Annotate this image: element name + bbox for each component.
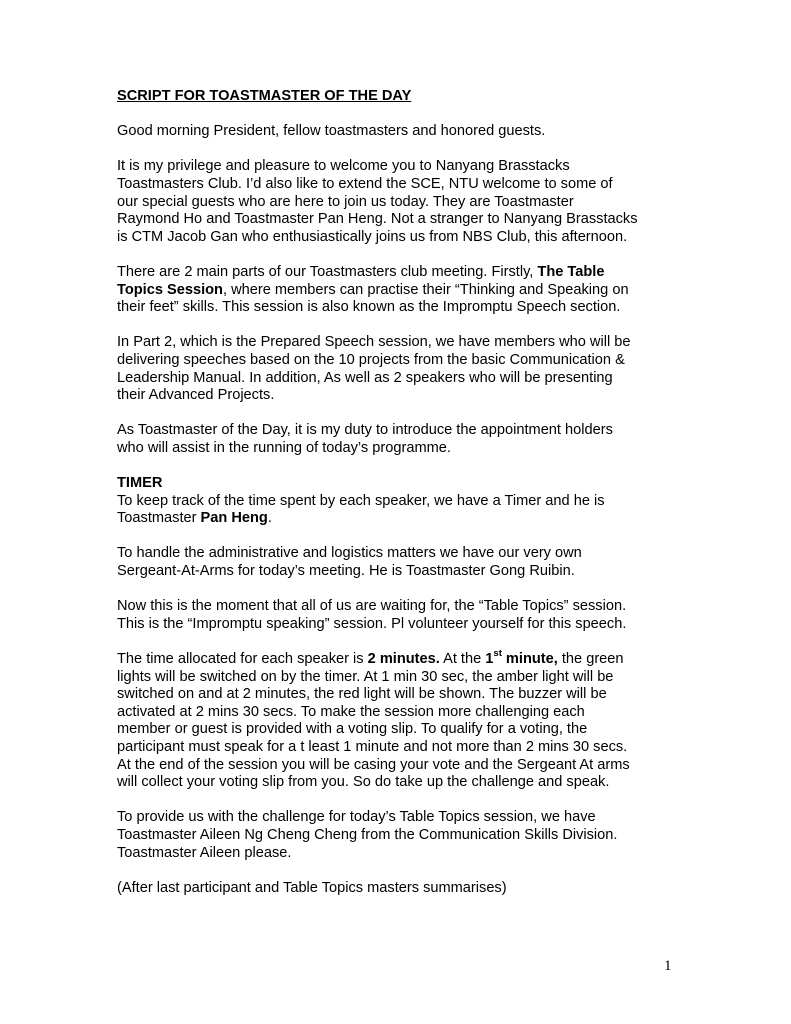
part2-line: their Advanced Projects.: [117, 387, 275, 404]
ordinal-suffix: st: [493, 648, 502, 660]
page-number: 1: [664, 958, 672, 974]
challenge-line: Toastmaster Aileen please.: [117, 844, 292, 861]
part2-paragraph: [117, 334, 687, 404]
parts-paragraph: [117, 264, 687, 317]
first-minute-bold: [485, 648, 558, 667]
welcome-line: is CTM Jacob Gan who enthusiastically joins us from NBS Club, this afternoon.: [117, 228, 628, 245]
welcome-paragraph: [117, 158, 687, 246]
minute-word: minute,: [501, 651, 558, 667]
time-line: switched on and at 2 minutes, the red light will be shown. The buzzer will be: [117, 686, 607, 703]
moment-line: Now this is the moment that all of us are waiting for, the “Table Topics” session.: [117, 598, 627, 615]
duty-line: who will assist in the running of today’s programme.: [117, 439, 451, 456]
parts-line: their feet” skills. This session is also known as the Impromptu Speech section.: [117, 299, 621, 316]
welcome-line: Toastmasters Club. I’d also like to extend the SCE, NTU welcome to some of: [117, 175, 613, 192]
time-paragraph: [117, 648, 687, 792]
timer-line: To keep track of the time spent by each speaker, we have a Timer and he is: [117, 492, 605, 509]
timer-section: [117, 475, 687, 528]
timer-heading: TIMER: [117, 475, 163, 492]
challenge-line: Toastmaster Aileen Ng Cheng Cheng from the Communication Skills Division.: [117, 826, 618, 843]
closing-paragraph: (After last participant and Table Topics masters summarises): [117, 879, 507, 896]
challenge-paragraph: [117, 809, 687, 862]
moment-line: This is the “Impromptu speaking” session. Pl volunteer yourself for this speech.: [117, 615, 627, 632]
parts-line: [117, 282, 687, 300]
part2-line: delivering speeches based on the 10 projects from the basic Communication &: [117, 351, 625, 368]
time-text: the green: [557, 651, 624, 667]
timer-period: .: [267, 510, 272, 527]
time-line: member or guest is provided with a voting slip. To qualify for a voting, the: [117, 721, 588, 738]
duty-line: As Toastmaster of the Day, it is my duty to introduce the appointment holders: [117, 422, 613, 439]
table-topics-bold: The Table: [537, 263, 605, 280]
time-line: lights will be switched on by the timer. At 1 min 30 sec, the amber light will be: [117, 668, 614, 685]
parts-line: [117, 264, 687, 282]
time-line: will collect your voting slip from you. So do take up the challenge and speak.: [117, 774, 610, 791]
time-text: The time allocated for each speaker is: [117, 651, 368, 667]
welcome-line: It is my privilege and pleasure to welcome you to Nanyang Brasstacks: [117, 158, 570, 175]
sergeant-line: To handle the administrative and logistics matters we have our very own: [117, 545, 582, 562]
document-title: SCRIPT FOR TOASTMASTER OF THE DAY: [117, 88, 412, 104]
timer-text: Toastmaster: [117, 510, 201, 527]
sergeant-line: Sergeant-At-Arms for today’s meeting. He is Toastmaster Gong Ruibin.: [117, 563, 575, 580]
time-text: At the: [439, 651, 486, 667]
timer-name-bold: Pan Heng: [200, 510, 268, 527]
welcome-line: our special guests who are here to join us today. They are Toastmaster: [117, 193, 574, 210]
time-line: [117, 648, 687, 669]
welcome-line: Raymond Ho and Toastmaster Pan Heng. Not a stranger to Nanyang Brasstacks: [117, 211, 638, 228]
duty-paragraph: [117, 422, 687, 457]
part2-line: Leadership Manual. In addition, As well as 2 speakers who will be presenting: [117, 369, 613, 386]
parts-text: There are 2 main parts of our Toastmasters club meeting. Firstly,: [117, 263, 538, 280]
part2-line: In Part 2, which is the Prepared Speech session, we have members who will be: [117, 334, 631, 351]
document-page: [117, 88, 687, 915]
parts-text: , where members can practise their “Thinking and Speaking on: [222, 281, 629, 298]
timer-line: [117, 510, 687, 528]
time-line: At the end of the session you will be casing your vote and the Sergeant At arms: [117, 756, 630, 773]
time-line: activated at 2 mins 30 secs. To make the session more challenging each: [117, 703, 585, 720]
greeting-paragraph: Good morning President, fellow toastmasters and honored guests.: [117, 123, 546, 140]
sergeant-paragraph: [117, 545, 687, 580]
challenge-line: To provide us with the challenge for today’s Table Topics session, we have: [117, 809, 596, 826]
time-line: participant must speak for a t least 1 minute and not more than 2 mins 30 secs.: [117, 738, 628, 755]
moment-paragraph: [117, 598, 687, 633]
two-minutes-bold: 2 minutes.: [367, 651, 440, 667]
topics-session-bold: Topics Session: [117, 281, 223, 298]
first-number: 1: [485, 651, 494, 667]
